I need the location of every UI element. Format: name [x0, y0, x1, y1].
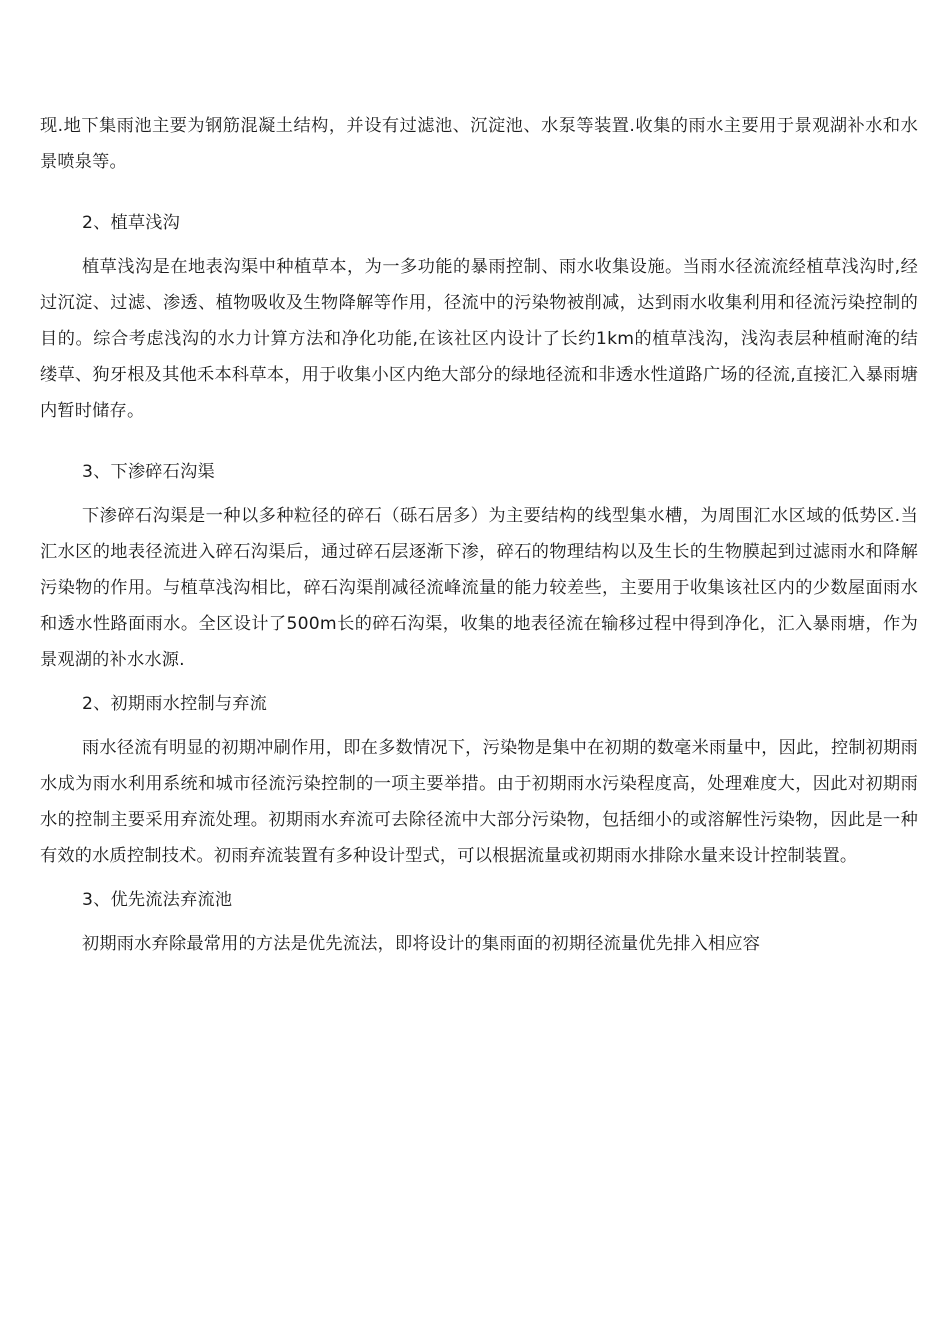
paragraph-rainwater-storage-continued: 现.地下集雨池主要为钢筋混凝土结构，并设有过滤池、沉淀池、水泵等装置.收集的雨水主要用于景观湖补水和水景喷泉等。 — [40, 116, 918, 172]
document-body — [40, 108, 918, 962]
heading-priority-flow-tank: 3、优先流法弃流池 — [82, 890, 233, 910]
paragraph-grass-swale: 植草浅沟是在地表沟渠中种植草本，为一多功能的暴雨控制、雨水收集设施。当雨水径流流经植草浅沟时,经过沉淀、过滤、渗透、植物吸收及生物降解等作用，径流中的污染物被削减，达到雨水收集利用和径流污染控制的目的。综合考虑浅沟的水力计算方法和净化功能,在该社区内设计了长约1km的植草浅沟，浅沟表层种植耐淹的结缕草、狗牙根及其他禾本科草本，用于收集小区内绝大部分的绿地径流和非透水性道路广场的径流,直接汇入暴雨塘内暂时储存。 — [40, 257, 918, 421]
heading-grass-swale: 2、植草浅沟 — [82, 213, 181, 233]
paragraph-gravel-trench: 下渗碎石沟渠是一种以多种粒径的碎石（砾石居多）为主要结构的线型集水槽，为周围汇水区域的低势区.当汇水区的地表径流进入碎石沟渠后，通过碎石层逐渐下渗，碎石的物理结构以及生长的生物膜起到过滤雨水和降解污染物的作用。与植草浅沟相比，碎石沟渠削减径流峰流量的能力较差些，主要用于收集该社区内的少数屋面雨水和透水性路面雨水。全区设计了500m长的碎石沟渠，收集的地表径流在输移过程中得到净化，汇入暴雨塘，作为景观湖的补水水源. — [40, 506, 918, 670]
paragraph-first-flush-control: 雨水径流有明显的初期冲刷作用，即在多数情况下，污染物是集中在初期的数毫米雨量中，因此，控制初期雨水成为雨水利用系统和城市径流污染控制的一项主要举措。由于初期雨水污染程度高，处理难度大，因此对初期雨水的控制主要采用弃流处理。初期雨水弃流可去除径流中大部分污染物，包括细小的或溶解性污染物，因此是一种有效的水质控制技术。初雨弃流装置有多种设计型式，可以根据流量或初期雨水排除水量来设计控制装置。 — [40, 738, 918, 866]
heading-gravel-trench: 3、下渗碎石沟渠 — [82, 462, 215, 482]
paragraph-priority-flow-tank: 初期雨水弃除最常用的方法是优先流法，即将设计的集雨面的初期径流量优先排入相应容 — [82, 934, 761, 954]
heading-first-flush-control: 2、初期雨水控制与弃流 — [82, 694, 268, 714]
